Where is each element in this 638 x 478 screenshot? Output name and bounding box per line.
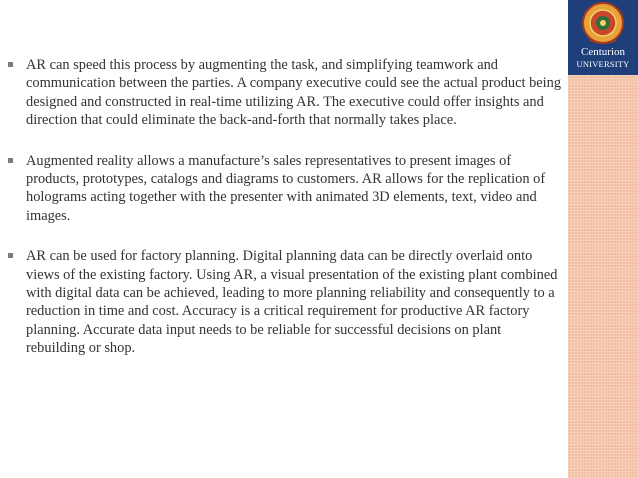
logo-name-line2: UNIVERSITY <box>576 59 630 69</box>
bullet-list <box>8 56 562 380</box>
bullet-text: Augmented reality allows a manufacture’s sales representatives to present images of products, prototypes, catalogs and diagrams to customers. AR allows for the replication of holograms acting together with the presenter with animated 3D elements, text, video and images. <box>26 152 546 224</box>
bullet-item <box>8 152 562 226</box>
bullet-item <box>8 56 562 130</box>
bullet-text: AR can speed this process by augmenting the task, and simplifying teamwork and communication between the parties. A company executive could see the actual product being designed and constructed in real-time utilizing AR. The executive could offer insights and direction that could eliminate the back-and-forth that normally takes place. <box>26 57 562 129</box>
square-bullet-icon <box>8 62 13 67</box>
bullet-text: AR can be used for factory planning. Digital planning data can be directly overlaid onto views of the existing factory. Using AR, a visual presentation of the existing plant combined with digital data can be achieved, leading to more planning reliability and consequently to a reduction in time and cost. Accuracy is a critical requirement for productive AR factory planning. Accurate data input needs to be reliable for successful decisions on plant rebuilding or shop. <box>26 248 558 357</box>
square-bullet-icon <box>8 253 13 258</box>
logo-name-line1: Centurion <box>581 46 625 58</box>
university-seal-icon <box>568 0 638 46</box>
square-bullet-icon <box>8 158 13 163</box>
university-logo <box>568 0 638 75</box>
bullet-item <box>8 247 562 357</box>
